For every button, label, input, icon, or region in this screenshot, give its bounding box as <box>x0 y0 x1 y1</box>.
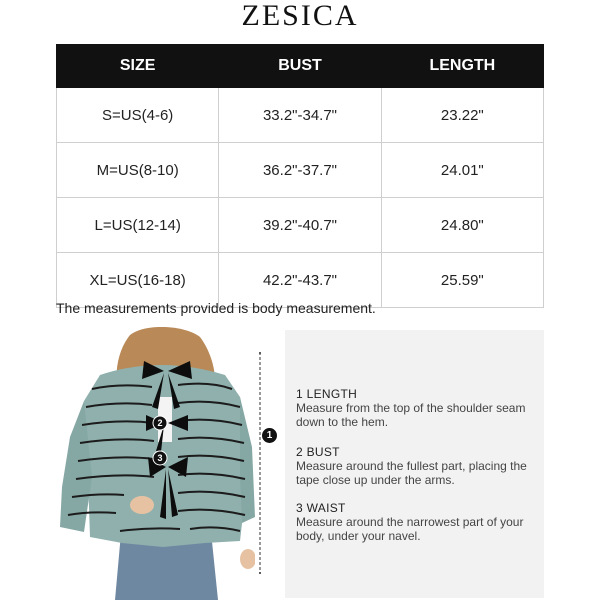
cell-bust: 39.2"-40.7" <box>219 198 381 253</box>
marker-3-label: 3 <box>157 453 163 463</box>
cardigan-illustration <box>60 327 255 600</box>
cell-size: M=US(8-10) <box>57 143 219 198</box>
marker-2-label: 2 <box>157 418 163 428</box>
cell-length: 25.59" <box>381 253 543 308</box>
header-length: LENGTH <box>381 45 543 88</box>
measurement-note: The measurements provided is body measurement. <box>56 300 376 316</box>
brand-logo: ZESICA <box>241 0 359 32</box>
cell-bust: 33.2"-34.7" <box>219 88 381 143</box>
size-chart-table <box>56 44 544 308</box>
measurement-guide-panel <box>285 330 544 598</box>
guide-bust-title: 2 BUST <box>296 445 340 459</box>
hand-left <box>130 496 154 514</box>
marker-1-badge: 1 <box>262 428 277 443</box>
guide-waist <box>296 501 536 543</box>
guide-length <box>296 387 536 429</box>
guide-bust <box>296 445 536 487</box>
cell-bust: 36.2"-37.7" <box>219 143 381 198</box>
table-header-row <box>57 45 544 88</box>
model-photo <box>60 327 255 600</box>
cell-bust: 42.2"-43.7" <box>219 253 381 308</box>
cell-length: 24.01" <box>381 143 543 198</box>
guide-waist-title: 3 WAIST <box>296 501 346 515</box>
table-row <box>57 88 544 143</box>
cell-size: L=US(12-14) <box>57 198 219 253</box>
header-bust: BUST <box>219 45 381 88</box>
guide-length-title: 1 LENGTH <box>296 387 358 401</box>
cell-size: XL=US(16-18) <box>57 253 219 308</box>
cell-length: 24.80" <box>381 198 543 253</box>
cell-size: S=US(4-6) <box>57 88 219 143</box>
length-measure-line <box>259 352 261 574</box>
table-row <box>57 198 544 253</box>
guide-bust-desc: Measure around the fullest part, placing the tape close up under the arms. <box>296 459 527 487</box>
hand-right <box>240 549 255 569</box>
header-size: SIZE <box>57 45 219 88</box>
guide-length-desc: Measure from the top of the shoulder seam down to the hem. <box>296 401 526 429</box>
cell-length: 23.22" <box>381 88 543 143</box>
table-row <box>57 143 544 198</box>
guide-waist-desc: Measure around the narrowest part of your body, under your navel. <box>296 515 524 543</box>
